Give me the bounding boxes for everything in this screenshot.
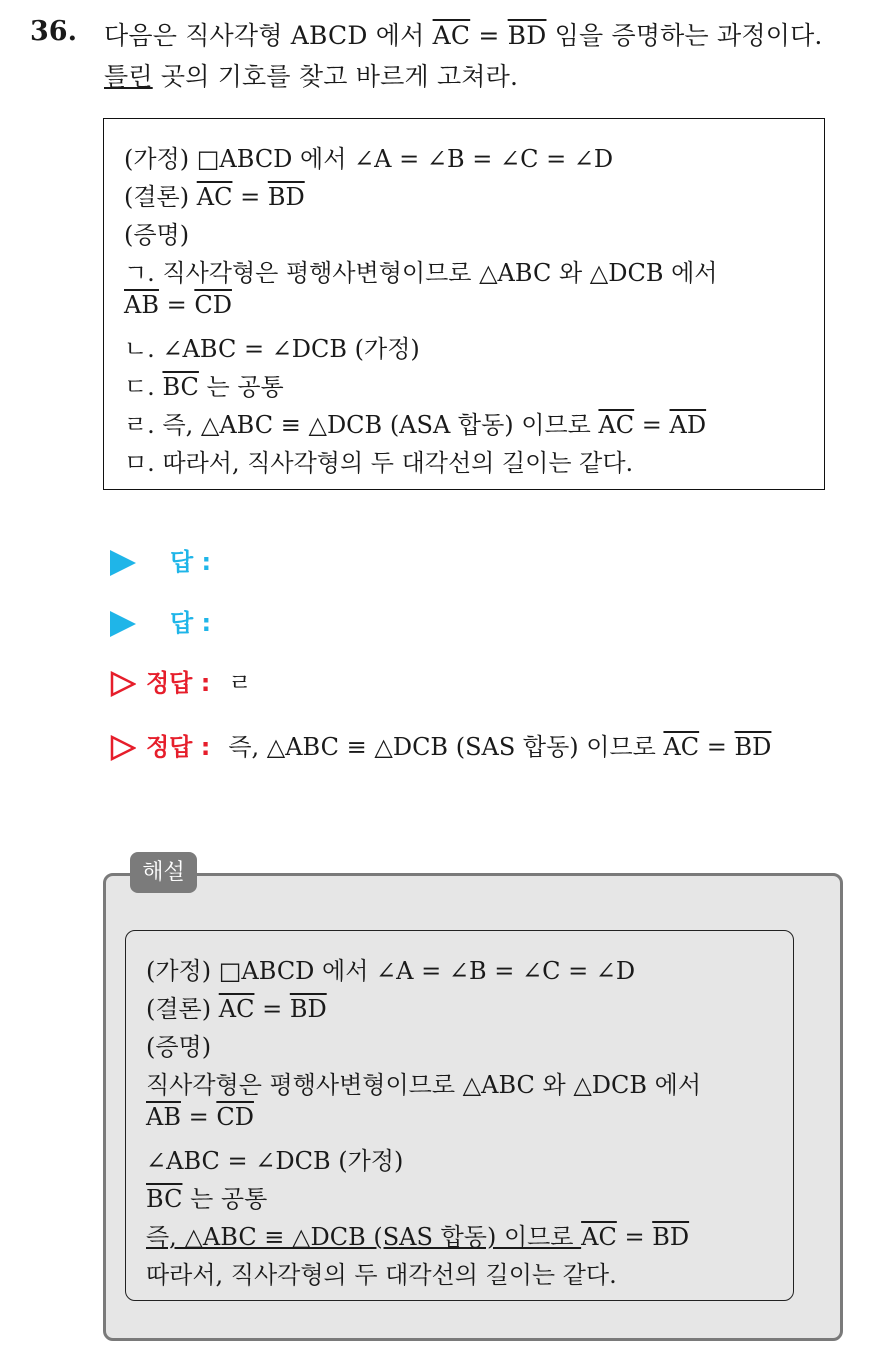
proof-conclusion [124,177,305,212]
segment: $\overline{CD}$ [194,291,232,319]
exp-line-4 [146,1179,267,1214]
segment-ac: $\overline{AC}$ [432,21,471,50]
proof-box [103,118,825,490]
answer-label: 답 : [170,609,212,637]
equals-sign: = [180,1103,217,1131]
label: (결론) [124,183,197,211]
underlined-text: 즉, △ABC ≡ △DCB (SAS 합동) 이므로 [146,1223,582,1251]
exp-conclusion [146,989,327,1024]
segment: $\overline{AC}$ [218,995,255,1023]
answer-label: 답 : [170,548,212,576]
proof-step-1-cont [124,291,232,319]
exp-line-3: ∠ABC = ∠DCB (가정) [146,1147,404,1175]
correct-label: 정답 : [146,733,211,761]
correct-label: 정답 : [146,669,211,697]
explanation-tag: 해설 [130,852,197,893]
label: ㄷ. [124,373,163,401]
question-text: 다음은 직사각형 ABCD 에서 [104,21,433,50]
segment: $\overline{BD}$ [289,995,327,1023]
equals-sign: = [254,995,290,1023]
outline-triangle-icon [110,735,136,761]
proof-assumption: (가정) □ABCD 에서 ∠A = ∠B = ∠C = ∠D [124,145,614,173]
question-text-line1 [104,16,823,52]
proof-step-3 [124,367,284,402]
proof-label: (증명) [124,221,190,249]
segment: $\overline{BD}$ [267,183,305,211]
correct-answer-row-2 [110,727,771,762]
play-triangle-icon [110,550,136,576]
segment: $\overline{AB}$ [124,291,159,319]
proof-step-5: ㅁ. 따라서, 직사각형의 두 대각선의 길이는 같다. [124,449,634,477]
answer-row-2 [110,603,211,638]
correct-value [228,733,771,761]
text: 는 공통 [182,1185,268,1213]
proof-step-2: ㄴ. ∠ABC = ∠DCB (가정) [124,335,420,363]
answer-row-1 [110,542,211,577]
underlined-word: 틀린 [104,62,153,91]
equals-sign: = [158,291,195,319]
question-text-line2 [104,57,518,93]
segment: $\overline{CD}$ [216,1103,254,1131]
exp-assumption: (가정) □ABCD 에서 ∠A = ∠B = ∠C = ∠D [146,957,636,985]
exp-line-6: 따라서, 직사각형의 두 대각선의 길이는 같다. [146,1261,617,1289]
segment: $\overline{AC}$ [196,183,233,211]
equals-sign: = [232,183,268,211]
segment: $\overline{AD}$ [669,411,707,439]
text: 는 공통 [198,373,284,401]
segment: $\overline{BC}$ [146,1185,183,1213]
text: ㄹ. 즉, △ABC ≡ △DCB (ASA 합동) 이므로 [124,411,599,439]
segment: $\overline{AC}$ [598,411,635,439]
exp-line-5 [146,1217,689,1252]
explanation-box [125,930,794,1301]
segment: $\overline{BD}$ [652,1223,690,1251]
equals-sign: = [470,21,508,50]
segment: $\overline{AC}$ [581,1223,617,1251]
correct-value: ㄹ [228,669,252,697]
exp-line-2 [146,1103,254,1131]
proof-step-4 [124,405,706,440]
play-triangle-icon [110,611,136,637]
segment: $\overline{BD}$ [734,733,772,761]
proof-step-1: ㄱ. 직사각형은 평행사변형이므로 △ABC 와 △DCB 에서 [124,259,718,287]
label: (결론) [146,995,219,1023]
text: 즉, △ABC ≡ △DCB (SAS 합동) 이므로 [228,733,664,761]
segment: $\overline{BC}$ [162,373,199,401]
exp-proof-label: (증명) [146,1033,212,1061]
outline-triangle-icon [110,671,136,697]
equals-sign: = [634,411,670,439]
equals-sign: = [699,733,735,761]
exp-line-1: 직사각형은 평행사변형이므로 △ABC 와 △DCB 에서 [146,1071,702,1099]
question-number: 36. [30,16,77,47]
segment: $\overline{AC}$ [663,733,700,761]
segment: $\overline{AB}$ [146,1103,181,1131]
question-text: 곳의 기호를 찾고 바르게 고쳐라. [152,62,519,91]
correct-answer-row-1 [110,663,252,698]
equals-sign: = [616,1223,653,1251]
question-text: 임을 증명하는 과정이다. [546,21,823,50]
segment-bd: $\overline{BD}$ [507,21,547,50]
